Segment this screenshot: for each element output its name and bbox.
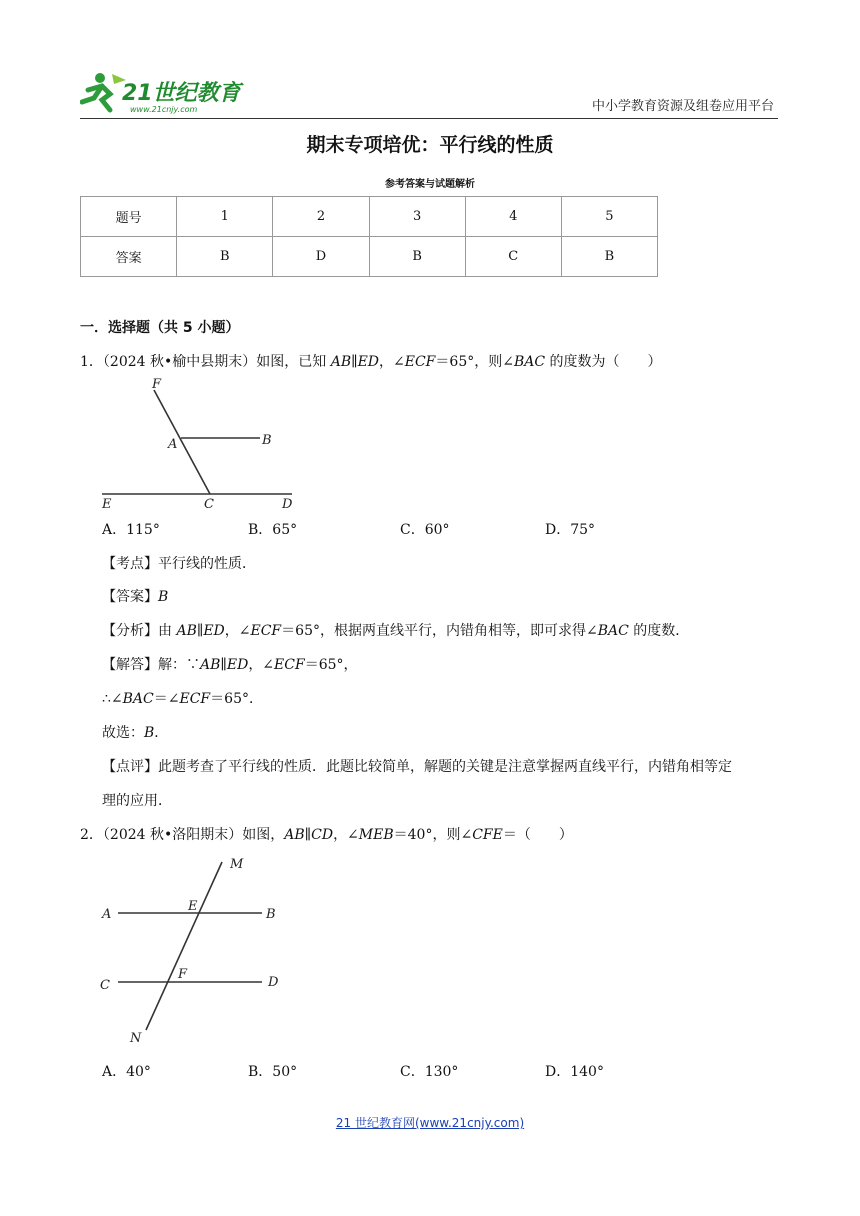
table-row: [81, 197, 658, 237]
label-B: B: [266, 907, 276, 922]
text: ECF: [404, 354, 436, 370]
label: 【答案】: [102, 589, 158, 605]
q2-stem: [80, 824, 573, 844]
text: 由: [158, 623, 177, 639]
table-cell: B: [369, 237, 465, 277]
text: BAC: [513, 354, 546, 370]
text: 解：∵: [158, 657, 200, 673]
q1-jieda: [102, 654, 358, 674]
text: ＝65°，: [304, 657, 358, 673]
q1-stem: [80, 351, 662, 371]
text: ECF: [179, 691, 211, 707]
label-A: A: [168, 437, 178, 452]
text: ＝∠: [153, 691, 180, 707]
text: 2．（2024 秋•洛阳期末）如图，: [80, 827, 285, 843]
q2-option-d: D．140°: [545, 1064, 604, 1080]
text: ＝65°．: [210, 691, 263, 707]
label-E: E: [188, 899, 198, 914]
text: BAC: [122, 691, 154, 707]
label: 【点评】: [102, 759, 158, 775]
section-title: 一．选择题（共 5 小题）: [80, 320, 240, 336]
runner-icon: [82, 73, 126, 110]
line-fc: [154, 390, 210, 494]
text: AB∥ED: [330, 354, 380, 370]
label: 【解答】: [102, 657, 158, 673]
label: 【考点】: [102, 556, 158, 572]
text: ，∠: [248, 657, 275, 673]
text: ＝65°，则∠: [435, 354, 514, 370]
label-F: F: [152, 377, 162, 392]
text: 平行线的性质．: [158, 556, 256, 572]
text: ，∠: [224, 623, 251, 639]
label: 【分析】: [102, 623, 158, 639]
table-cell: C: [465, 237, 561, 277]
text: ，∠: [333, 827, 359, 843]
text: 1．（2024 秋•榆中县期末）如图，已知: [80, 354, 331, 370]
text: 的度数为（ ）: [545, 354, 662, 370]
page-header: [80, 66, 778, 119]
label-N: N: [130, 1031, 142, 1046]
table-cell: 1: [177, 197, 273, 237]
q1-guxuan: [102, 722, 168, 742]
label-C: C: [204, 497, 214, 512]
page-title: 期末专项培优：平行线的性质: [306, 134, 554, 156]
label-M: M: [230, 857, 244, 872]
label-A: A: [102, 907, 112, 922]
page-subtitle: 参考答案与试题解析: [385, 179, 475, 190]
label-B: B: [262, 433, 272, 448]
text: AB∥ED: [176, 623, 225, 639]
text: 故选：: [102, 725, 144, 741]
label-F: F: [178, 967, 188, 982]
footer-link[interactable]: 21 世纪教育网(www.21cnjy.com): [335, 1116, 525, 1130]
answer-table: [80, 196, 658, 277]
text: ＝65°，根据两直线平行，内错角相等，即可求得∠: [281, 623, 598, 639]
platform-name: 中小学教育资源及组卷应用平台: [591, 99, 774, 114]
text: ，∠: [379, 354, 405, 370]
q2-option-a: A．40°: [102, 1064, 151, 1080]
logo-url: www.21cnjy.com: [130, 105, 198, 114]
q1-answer: [102, 586, 168, 606]
text: ．: [154, 725, 169, 741]
label-D: D: [282, 497, 293, 512]
line-mn: [146, 862, 222, 1030]
table-cell: 题号: [81, 197, 177, 237]
q2-option-c: C．130°: [400, 1064, 459, 1080]
q1-option-c: C．60°: [400, 522, 450, 538]
text: B: [158, 589, 169, 605]
q1-dianping-cont: 理的应用．: [102, 793, 172, 809]
table-cell: B: [561, 237, 657, 277]
q1-figure: [96, 374, 302, 512]
table-cell: D: [273, 237, 369, 277]
text: AB∥CD: [284, 827, 334, 843]
text: BAC: [597, 623, 629, 639]
table-cell: 3: [369, 197, 465, 237]
text: ∴∠: [102, 691, 123, 707]
label-E: E: [102, 497, 112, 512]
table-cell: B: [177, 237, 273, 277]
text: 此题考查了平行线的性质．此题比较简单，解题的关键是注意掌握两直线平行，内错角相等定: [158, 759, 732, 775]
q1-kaodian: [102, 553, 256, 573]
q2-figure: [96, 852, 296, 1048]
text: ECF: [250, 623, 282, 639]
logo: [80, 70, 255, 116]
q1-fenxi: [102, 620, 689, 640]
label-D: D: [268, 975, 279, 990]
text: ＝40°，则∠: [393, 827, 473, 843]
text: ECF: [274, 657, 305, 673]
text: MEB: [358, 827, 394, 843]
text: B: [144, 725, 155, 741]
text: CFE: [472, 827, 503, 843]
table-cell: 4: [465, 197, 561, 237]
text: 的度数．: [628, 623, 690, 639]
q1-option-a: A．115°: [102, 522, 160, 538]
table-cell: 5: [561, 197, 657, 237]
q2-option-b: B．50°: [248, 1064, 298, 1080]
table-cell: 2: [273, 197, 369, 237]
q1-step: [102, 688, 263, 708]
table-cell: 答案: [81, 237, 177, 277]
label-C: C: [100, 978, 110, 993]
q1-option-b: B．65°: [248, 522, 298, 538]
text: AB∥ED: [200, 657, 249, 673]
text: ＝（ ）: [502, 827, 573, 843]
logo-text: 21世纪教育: [122, 81, 241, 106]
q1-dianping: [102, 756, 732, 776]
table-row: [81, 237, 658, 277]
q1-option-d: D．75°: [545, 522, 596, 538]
